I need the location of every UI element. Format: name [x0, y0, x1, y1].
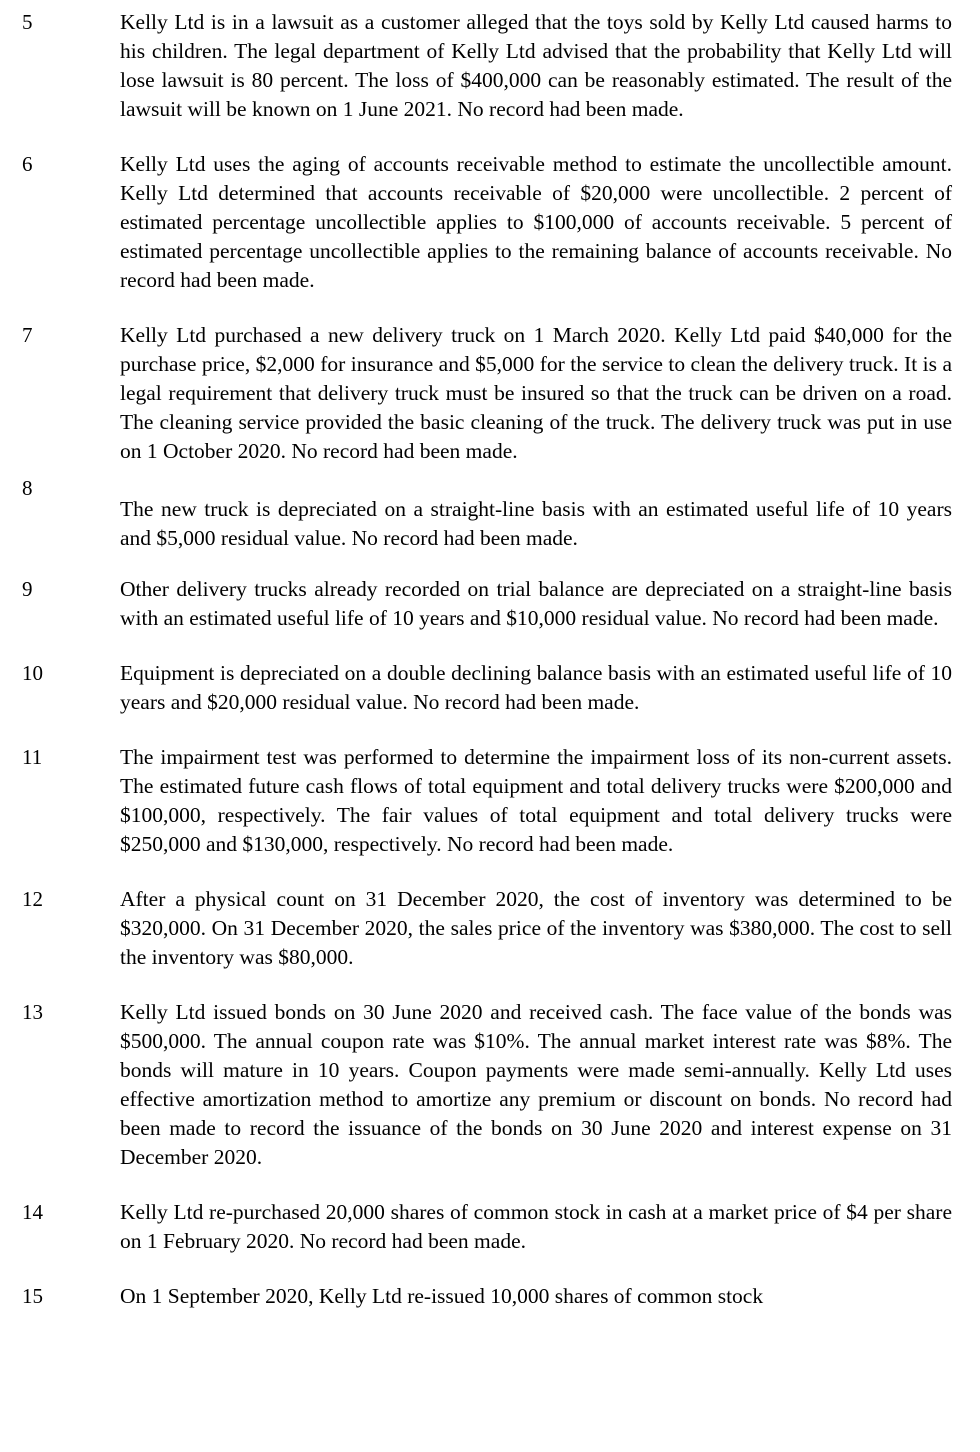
numbered-item [0, 321, 980, 466]
item-number: 6 [22, 152, 33, 176]
item-number: 5 [22, 10, 33, 34]
numbered-item [0, 575, 980, 633]
numbered-item [0, 8, 980, 124]
document-page [0, 8, 980, 1452]
item-number: 7 [22, 323, 33, 347]
numbered-item [0, 1198, 980, 1256]
numbered-item [0, 476, 980, 553]
item-number: 14 [22, 1200, 43, 1224]
numbered-item [0, 998, 980, 1172]
numbered-item [0, 659, 980, 717]
item-text: Kelly Ltd uses the aging of accounts receivable method to estimate the uncollectible amount. Kelly Ltd determined that accounts receivable of $20,000 were uncollectible. 2 percent of estimated percentage uncollectible applies to $100,000 of accounts receivable. 5 percent of estimated percentage uncollectible applies to the remaining balance of accounts receivable. No record had been made. [120, 152, 952, 292]
item-number: 15 [22, 1284, 43, 1308]
item-text: On 1 September 2020, Kelly Ltd re-issued 10,000 shares of common stock [120, 1284, 764, 1308]
item-text: Other delivery trucks already recorded on trial balance are depreciated on a straight-line basis with an estimated useful life of 10 years and $10,000 residual value. No record had been made. [120, 577, 952, 630]
item-text: Kelly Ltd purchased a new delivery truck on 1 March 2020. Kelly Ltd paid $40,000 for the purchase price, $2,000 for insurance and $5,000 for the service to clean the delivery truck. It is a legal requirement that delivery truck must be insured so that the truck can be driven on a road. The cleaning service provided the basic cleaning of the truck. The delivery truck was put in use on 1 October 2020. No record had been made. [120, 323, 952, 463]
numbered-item [0, 743, 980, 859]
item-number: 9 [22, 577, 33, 601]
item-number: 12 [22, 887, 43, 911]
item-text: Kelly Ltd issued bonds on 30 June 2020 and received cash. The face value of the bonds was $500,000. The annual coupon rate was $10%. The annual market interest rate was $8%. The bonds will mature in 10 years. Coupon payments were made semi-annually. Kelly Ltd uses effective amortization method to amortize any premium or discount on bonds. No record had been made to record the issuance of the bonds on 30 June 2020 and interest expense on 31 December 2020. [120, 1000, 952, 1169]
item-text: After a physical count on 31 December 2020, the cost of inventory was determined to be $320,000. On 31 December 2020, the sales price of the inventory was $380,000. The cost to sell the inventory was $80,000. [120, 887, 952, 969]
item-text: Equipment is depreciated on a double declining balance basis with an estimated useful life of 10 years and $20,000 residual value. No record had been made. [120, 661, 952, 714]
item-number: 10 [22, 661, 43, 685]
item-text: The new truck is depreciated on a straight-line basis with an estimated useful life of 10 years and $5,000 residual value. No record had been made. [120, 497, 952, 550]
item-number: 13 [22, 1000, 43, 1024]
item-text: Kelly Ltd is in a lawsuit as a customer alleged that the toys sold by Kelly Ltd caused harms to his children. The legal department of Kelly Ltd advised that the probability that Kelly Ltd will lose lawsuit is 80 percent. The loss of $400,000 can be reasonably estimated. The result of the lawsuit will be known on 1 June 2021. No record had been made. [120, 10, 952, 121]
numbered-item [0, 885, 980, 972]
item-text: Kelly Ltd re-purchased 20,000 shares of common stock in cash at a market price of $4 per share on 1 February 2020. No record had been made. [120, 1200, 952, 1253]
item-number: 11 [22, 745, 43, 769]
numbered-item [0, 150, 980, 295]
item-text: The impairment test was performed to determine the impairment loss of its non-current assets. The estimated future cash flows of total equipment and total delivery trucks were $200,000 and $100,000, respectively. The fair values of total equipment and total delivery trucks were $250,000 and $130,000, respectively. No record had been made. [120, 745, 952, 856]
item-number: 8 [22, 476, 33, 500]
numbered-item [0, 1282, 980, 1311]
